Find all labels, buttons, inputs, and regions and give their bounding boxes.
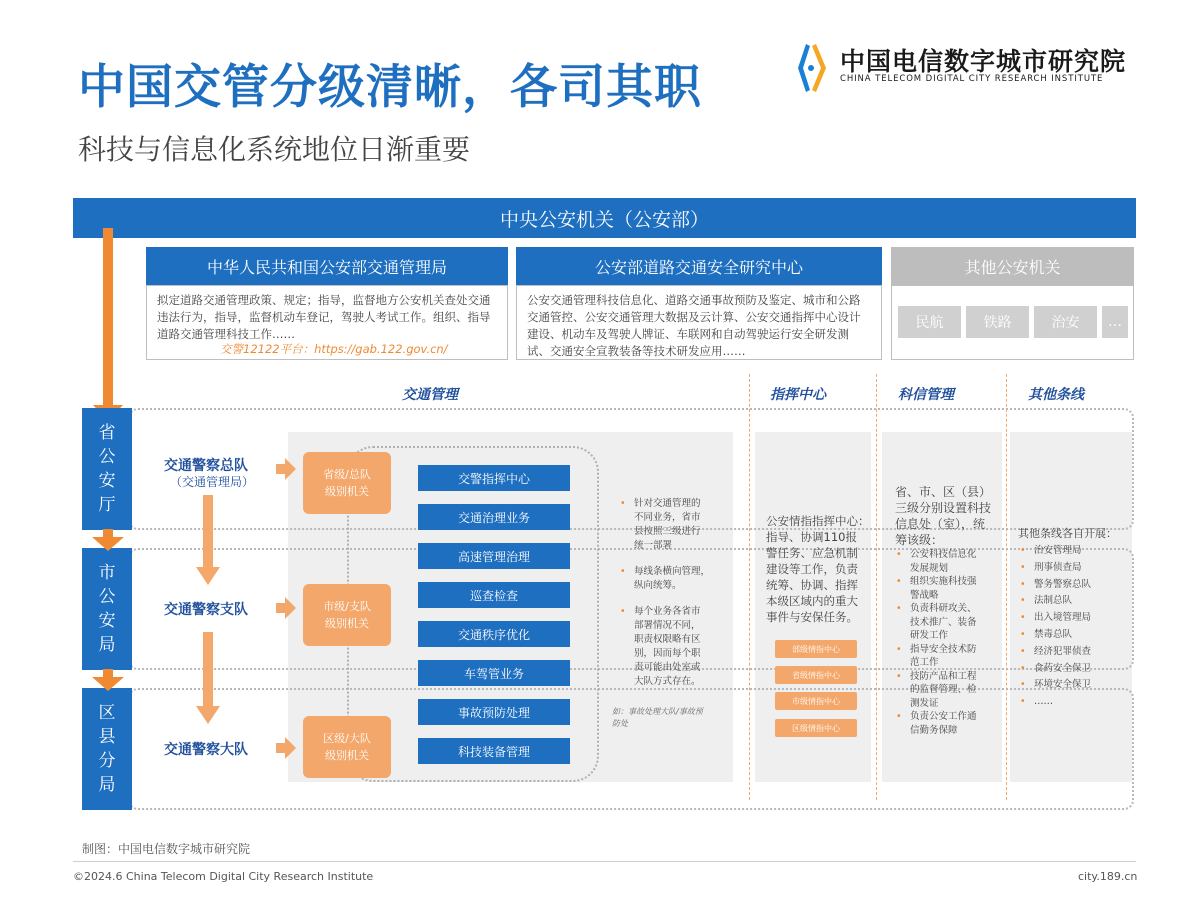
command-level-tag: 市级情指中心 (775, 692, 857, 710)
command-line: 指导、协调110报 (766, 530, 857, 544)
side-char: 安 (98, 611, 116, 631)
page-title: 中国交管分级清晰，各司其职 (78, 60, 702, 115)
note-line: 大队方式存在。 (634, 676, 701, 687)
other-list (1012, 543, 1091, 711)
note-item (612, 605, 738, 689)
function-box: 交通秩序优化 (418, 621, 570, 647)
org-traffic-bureau-desc: 拟定道路交通管理政策、规定；指导，监督地方公安机关查处交通违法行为，指导，监督机动车登记，驾驶人考试工作。组织、指导道路交通管理科技工作…… (157, 293, 491, 341)
sci-intro-line: 省、市、区（县） (895, 485, 992, 499)
side-char: 局 (98, 635, 116, 655)
function-box: 交警指挥中心 (418, 465, 570, 491)
traffic-122-link[interactable]: 交警12122平台：https://gab.122.gov.cn/ (220, 342, 448, 356)
org-traffic-bureau-header: 中华人民共和国公安部交通管理局 (146, 247, 508, 285)
org-research-center-desc: 公安交通管理科技信息化、道路交通事故预防及鉴定、城市和公路交通管控、公安交通管理大数据及云计算、公安交通指挥中心设计建设、机动车及驾驶人牌证、车联网和自动驾驶运行安全研发测试、交通安全宣教装备等技术研发应用…… (527, 293, 861, 358)
side-label-district (82, 688, 132, 810)
column-header-other: 其他条线 (1028, 387, 1084, 403)
side-char: 市 (98, 563, 116, 583)
other-item: • 法制总队 (1012, 593, 1091, 610)
sci-item (888, 670, 977, 711)
sci-line: 技防产品和工程 (910, 670, 977, 682)
sci-line: 的监督管理、检 (910, 684, 977, 695)
page-subtitle: 科技与信息化系统地位日渐重要 (78, 133, 471, 166)
other-item: • 刑事侦查局 (1012, 560, 1091, 577)
agency-box-line: 区级/大队 (323, 732, 371, 745)
other-item: • 经济犯罪侦查 (1012, 644, 1091, 661)
command-level-tag: 区级情指中心 (775, 719, 857, 737)
org-research-center-box (516, 285, 882, 360)
sci-line: 信勤务保障 (910, 724, 958, 736)
sci-line: 技术推广、装备 (910, 616, 977, 628)
example-line: 防处 (612, 719, 628, 728)
command-line: 事件与安保任务。 (766, 610, 858, 624)
function-box: 高速管理治理 (418, 543, 570, 569)
agency-box-line: 省级/总队 (323, 468, 371, 481)
level-label-district: 交通警察大队 (164, 742, 248, 758)
sci-line: 研发工作 (910, 630, 949, 641)
sci-item (888, 710, 977, 737)
side-char: 厅 (98, 495, 116, 515)
copyright: ©2024.6 China Telecom Digital City Research Institute (73, 870, 374, 883)
sci-item (888, 548, 977, 575)
function-box: 车驾管业务 (418, 660, 570, 686)
command-line: 本级区域内的重大 (766, 594, 858, 608)
function-box: 巡查检查 (418, 582, 570, 608)
arrow-down-icon (196, 495, 220, 585)
side-char: 县 (98, 727, 116, 747)
agency-box-line: 级别机关 (325, 617, 369, 630)
other-item: • …… (1012, 694, 1091, 711)
example-line: 如：事故处理大队/事故预 (612, 707, 703, 716)
other-intro: 其他条线各自开展： (1018, 527, 1117, 540)
level-sublabel-province: （交通管理局） (170, 475, 255, 489)
other-item: • 警务警察总队 (1012, 577, 1091, 594)
footer-divider (73, 861, 1136, 862)
logo-text-en: CHINA TELECOM DIGITAL CITY RESEARCH INSTITUTE (840, 74, 1104, 84)
sci-line: 负责科研攻关、 (910, 603, 977, 614)
sci-intro-line: 信息处（室），统 (895, 517, 986, 531)
note-line: 县按照三级进行 (634, 526, 701, 537)
side-char: 省 (98, 423, 116, 443)
agency-box-line: 市级/支队 (323, 600, 371, 613)
note-line: 统一部署 (634, 540, 673, 551)
side-char: 区 (98, 703, 116, 723)
flow-arrow-shaft (103, 228, 113, 408)
agency-box-line: 级别机关 (325, 485, 369, 498)
sci-intro (895, 484, 991, 548)
sci-line: 指导安全技术防 (910, 643, 977, 655)
sci-line: 公安科技信息化 (910, 549, 977, 560)
other-item: • 治安管理局 (1012, 543, 1091, 560)
note-line: 部署情况不同， (634, 620, 701, 631)
column-header-traffic: 交通管理 (402, 387, 458, 403)
column-header-command: 指挥中心 (770, 387, 826, 403)
sci-intro-line: 三级分别设置科技 (895, 501, 992, 515)
command-line: 建设等工作，负责 (766, 562, 858, 576)
side-char: 公 (98, 587, 116, 607)
agency-box-province (303, 452, 391, 514)
command-level-tag: 部级情指中心 (775, 640, 857, 658)
arrow-down-icon (196, 632, 220, 724)
command-line: 统筹、协调、指挥 (766, 578, 858, 592)
sci-line: 范工作 (910, 657, 939, 668)
function-box: 科技装备管理 (418, 738, 570, 764)
command-line: 公安情指指挥中心： (766, 514, 870, 528)
note-line: 每线条横向管理， (634, 566, 711, 577)
sci-line: 警战略 (910, 589, 939, 601)
command-center-text (766, 513, 870, 625)
command-level-tag: 省级情指中心 (775, 666, 857, 684)
function-box: 交通治理业务 (418, 504, 570, 530)
other-item: • 出入境管理局 (1012, 610, 1091, 627)
arrow-right-icon (276, 737, 296, 759)
note-line: 别，因而每个职 (634, 648, 701, 659)
sci-intro-line: 筹该级： (895, 533, 944, 547)
sci-item (888, 643, 977, 670)
site-link[interactable]: city.189.cn (1078, 870, 1138, 883)
side-char: 局 (98, 775, 116, 795)
other-police-item: 民航 (898, 306, 961, 338)
note-line: 每个业务各省市 (634, 606, 701, 617)
central-ministry-bar: 中央公安机关（公安部） (73, 198, 1136, 238)
function-box: 事故预防处理 (418, 699, 570, 725)
arrow-down-icon (92, 529, 124, 551)
note-line: 针对交通管理的 (634, 498, 701, 509)
level-label-city: 交通警察支队 (164, 602, 248, 618)
logo (792, 40, 1137, 100)
note-item (612, 497, 738, 553)
level-label-province: 交通警察总队 (164, 458, 248, 474)
sci-item (888, 575, 977, 602)
other-item: • 禁毒总队 (1012, 627, 1091, 644)
command-line: 警任务、应急机制 (766, 546, 858, 560)
agency-box-district (303, 716, 391, 778)
logo-mark-icon (792, 40, 836, 98)
sci-line: 组织实施科技强 (910, 576, 977, 587)
note-line: 责可能由处室或 (634, 662, 701, 673)
traffic-example (612, 706, 703, 730)
agency-box-line: 级别机关 (325, 749, 369, 762)
arrow-down-icon (92, 669, 124, 691)
agency-box-city (303, 584, 391, 646)
note-line: 职责权限略有区 (634, 634, 701, 645)
side-char: 安 (98, 471, 116, 491)
note-line: 不同业务，省市 (634, 512, 701, 523)
other-item: • 食药安全保卫 (1012, 661, 1091, 678)
org-other-police-header: 其他公安机关 (891, 247, 1134, 285)
sci-line: 测发证 (910, 697, 939, 709)
sci-line: 负责公安工作通 (910, 711, 977, 722)
arrow-right-icon (276, 597, 296, 619)
other-item: • 环境安全保卫 (1012, 677, 1091, 694)
traffic-notes (612, 497, 738, 689)
column-header-sci: 科信管理 (898, 387, 954, 403)
side-label-city (82, 548, 132, 670)
side-label-province (82, 408, 132, 530)
note-line: 纵向统筹。 (634, 580, 682, 591)
other-police-item: 治安 (1034, 306, 1097, 338)
arrow-right-icon (276, 458, 296, 480)
side-char: 公 (98, 447, 116, 467)
chart-credit: 制图：中国电信数字城市研究院 (82, 842, 251, 856)
side-char: 分 (98, 751, 116, 771)
logo-text-cn: 中国电信数字城市研究院 (840, 47, 1127, 76)
other-police-item: 铁路 (966, 306, 1029, 338)
sci-item (888, 602, 977, 643)
note-item (612, 565, 738, 593)
sci-list (888, 548, 977, 737)
other-police-item: … (1102, 306, 1128, 338)
sci-line: 发展规划 (910, 562, 949, 574)
org-research-center-header: 公安部道路交通安全研究中心 (516, 247, 882, 285)
